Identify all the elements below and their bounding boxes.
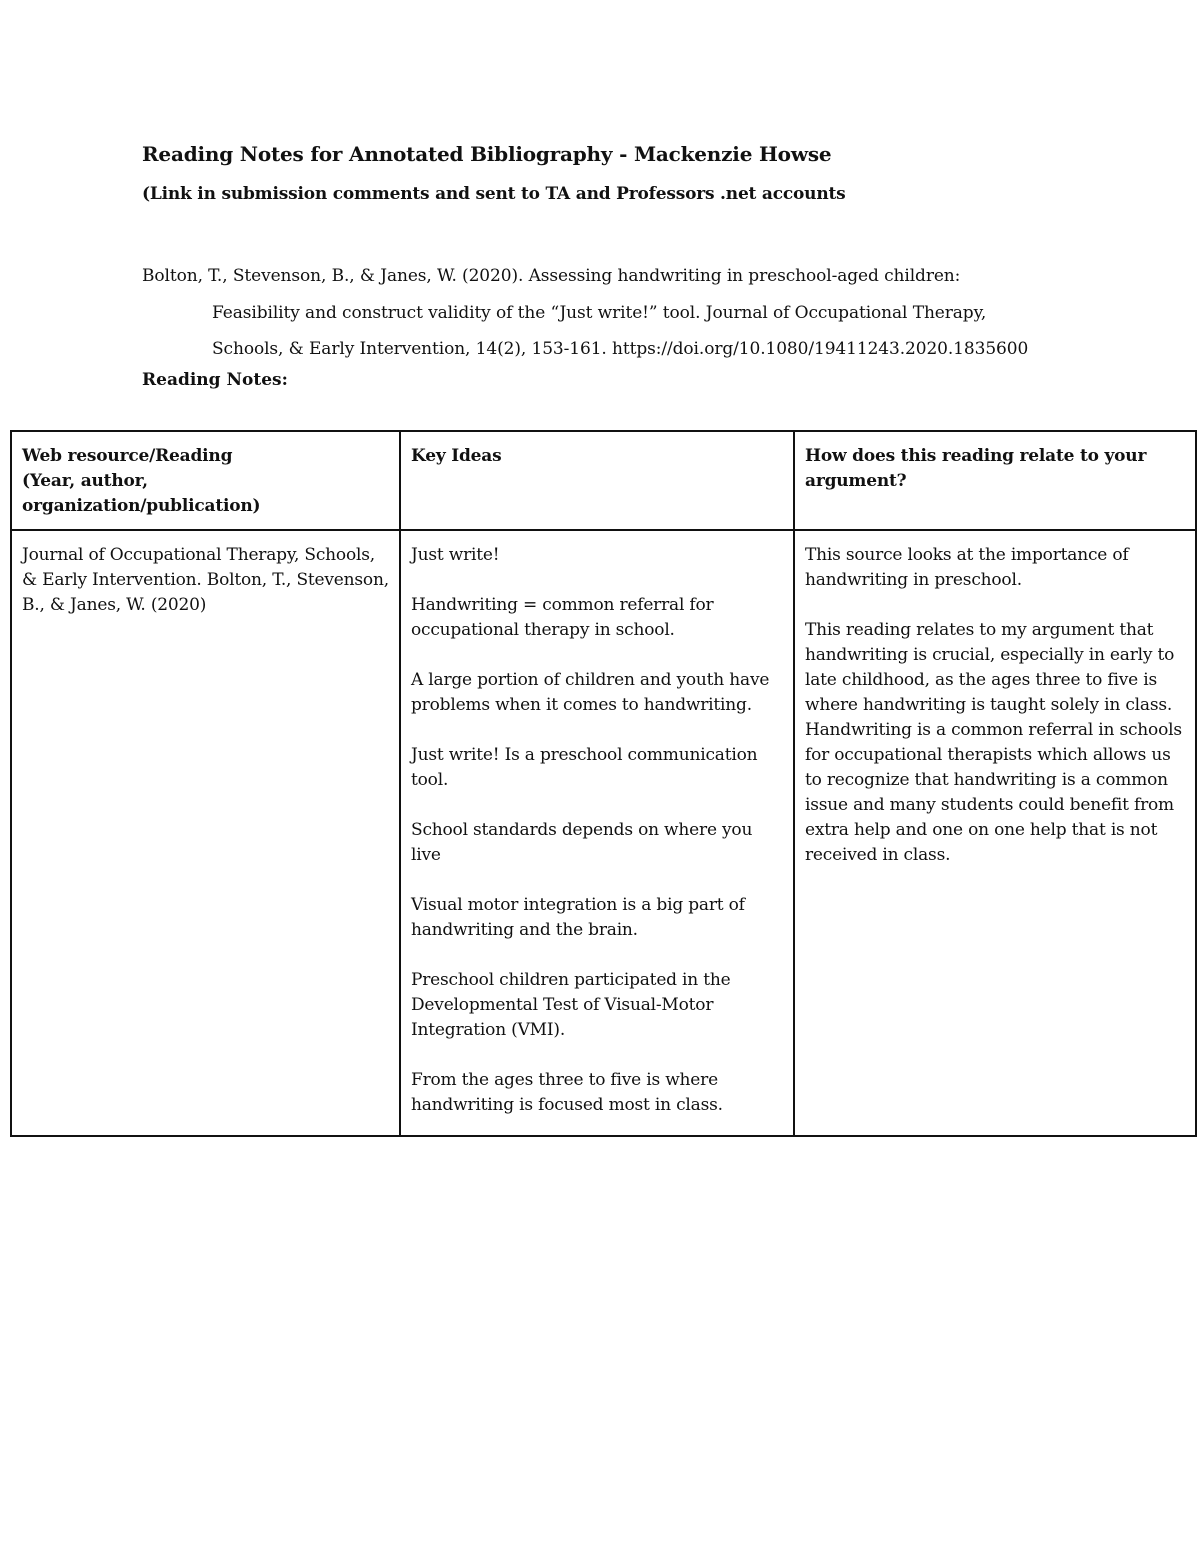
relation-paragraph: This source looks at the importance of handwriting in preschool. — [805, 545, 1129, 590]
table-row — [11, 530, 1196, 1136]
key-idea: A large portion of children and youth have problems when it comes to handwriting. — [411, 670, 770, 715]
citation-line: Bolton, T., Stevenson, B., & Janes, W. (2020). Assessing handwriting in preschool-aged children: — [142, 266, 961, 286]
key-idea: School standards depends on where you live — [411, 820, 753, 865]
document-title: Reading Notes for Annotated Bibliography - Mackenzie Howse — [142, 142, 832, 166]
key-idea: Handwriting = common referral for occupational therapy in school. — [411, 595, 714, 640]
document-subtitle: (Link in submission comments and sent to TA and Professors .net accounts — [142, 184, 846, 204]
key-idea: From the ages three to five is where handwriting is focused most in class. — [411, 1070, 723, 1115]
header-web-resource-line2: (Year, author, organization/publication) — [22, 471, 261, 516]
key-idea: Visual motor integration is a big part of handwriting and the brain. — [411, 895, 745, 940]
header-key-ideas: Key Ideas — [400, 431, 794, 530]
cell-relation — [794, 530, 1196, 1136]
key-idea: Preschool children participated in the Developmental Test of Visual-Motor Integration (VMI). — [411, 970, 731, 1040]
header-web-resource — [11, 431, 400, 530]
header-web-resource-line1: Web resource/Reading — [22, 446, 233, 466]
key-idea: Just write! — [411, 545, 500, 565]
cell-resource: Journal of Occupational Therapy, Schools, & Early Intervention. Bolton, T., Stevenson, B., & Janes, W. (2020) — [11, 530, 400, 1136]
reading-notes-label: Reading Notes: — [142, 370, 288, 390]
table-header-row — [11, 431, 1196, 530]
citation-line: Schools, & Early Intervention, 14(2), 153-161. https://doi.org/10.1080/19411243.2020.1835600 — [212, 339, 1029, 359]
apa-citation — [142, 258, 1102, 368]
citation-line: Feasibility and construct validity of the “Just write!” tool. Journal of Occupational Therapy, — [212, 302, 987, 323]
reading-notes-table — [10, 430, 1197, 1137]
cell-key-ideas — [400, 530, 794, 1136]
relation-paragraph: This reading relates to my argument that handwriting is crucial, especially in early to late childhood, as the ages three to five is where handwriting is taught solely in class. Handwriting is a common referral in schools for occupational therapists which allows us to recognize that handwriting is a common issue and many students could benefit from extra help and one on one help that is not received in class. — [805, 620, 1182, 865]
key-idea: Just write! Is a preschool communication tool. — [411, 745, 758, 790]
header-relation: How does this reading relate to your argument? — [794, 431, 1196, 530]
